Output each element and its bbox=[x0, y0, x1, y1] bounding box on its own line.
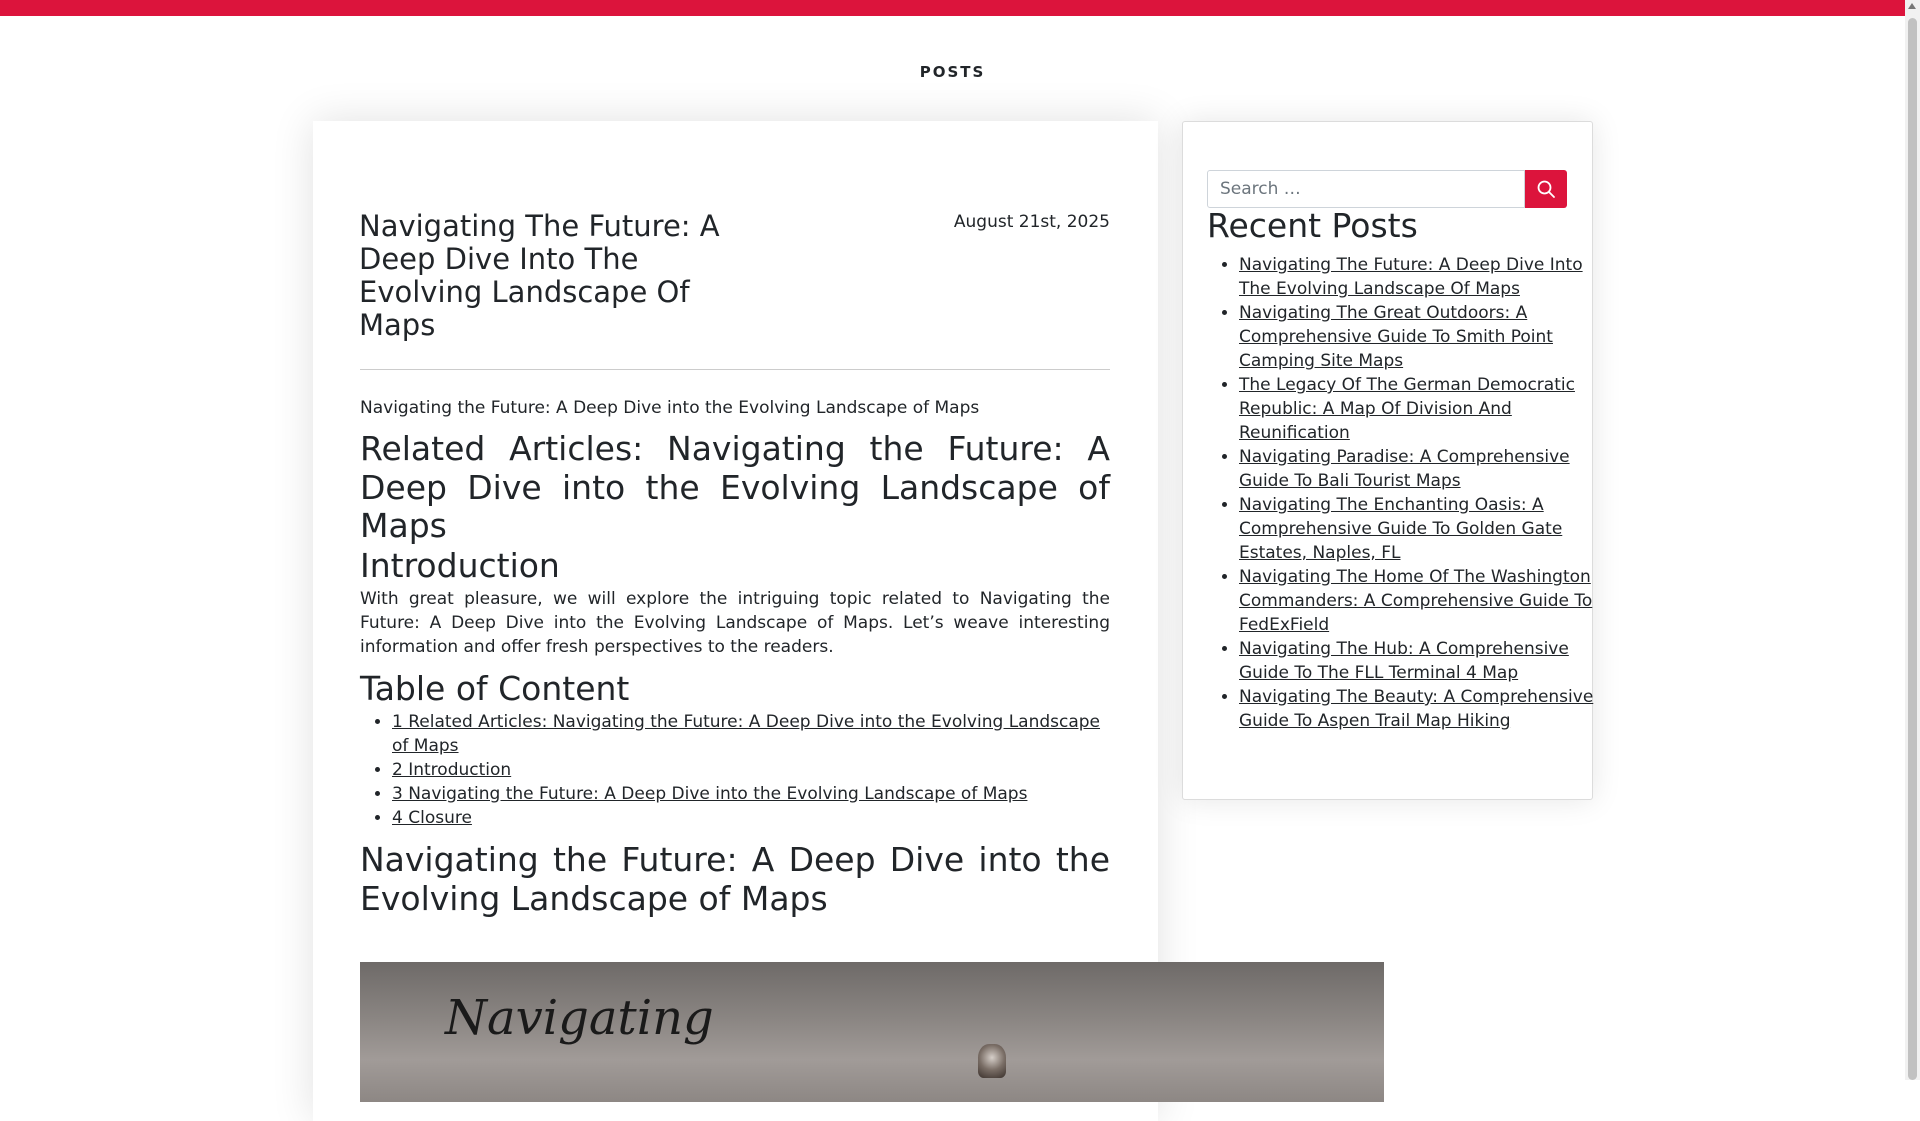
post-hero-image bbox=[360, 962, 1384, 1102]
recent-post-link[interactable]: The Legacy Of The German Democratic Republic: A Map Of Division And Reunification bbox=[1239, 375, 1575, 443]
recent-posts-list bbox=[1207, 253, 1599, 733]
compass-icon bbox=[978, 1044, 1006, 1078]
scroll-up-icon[interactable] bbox=[1908, 3, 1916, 9]
recent-post-link[interactable]: Navigating The Future: A Deep Dive Into The Evolving Landscape Of Maps bbox=[1239, 255, 1583, 299]
recent-posts-heading: Recent Posts bbox=[1207, 206, 1418, 245]
recent-post-link[interactable]: Navigating The Great Outdoors: A Comprehensive Guide To Smith Point Camping Site Maps bbox=[1239, 303, 1553, 371]
toc-list bbox=[360, 710, 1110, 830]
recent-post-item bbox=[1239, 301, 1599, 373]
recent-post-link[interactable]: Navigating The Beauty: A Comprehensive Guide To Aspen Trail Map Hiking bbox=[1239, 687, 1594, 731]
title-divider bbox=[360, 369, 1110, 370]
recent-post-link[interactable]: Navigating The Hub: A Comprehensive Guide To The FLL Terminal 4 Map bbox=[1239, 639, 1569, 683]
search-icon bbox=[1536, 179, 1556, 199]
recent-post-item bbox=[1239, 493, 1599, 565]
toc-link-navigating[interactable]: 3 Navigating the Future: A Deep Dive into the Evolving Landscape of Maps bbox=[392, 783, 1028, 804]
recent-post-item bbox=[1239, 373, 1599, 445]
top-accent-bar bbox=[0, 0, 1920, 16]
intro-line: Navigating the Future: A Deep Dive into the Evolving Landscape of Maps bbox=[360, 398, 980, 418]
introduction-heading: Introduction bbox=[360, 545, 560, 585]
recent-post-link[interactable]: Navigating The Enchanting Oasis: A Comprehensive Guide To Golden Gate Estates, Naples, FL bbox=[1239, 495, 1563, 563]
recent-post-item bbox=[1239, 685, 1599, 733]
recent-post-item bbox=[1239, 565, 1599, 637]
toc-item bbox=[392, 758, 1110, 782]
recent-post-item bbox=[1239, 253, 1599, 301]
toc-link-introduction[interactable]: 2 Introduction bbox=[392, 759, 512, 780]
nav-posts-link[interactable]: POSTS bbox=[919, 63, 986, 81]
recent-post-item bbox=[1239, 445, 1599, 493]
search-input[interactable] bbox=[1207, 170, 1525, 208]
search-button[interactable] bbox=[1525, 170, 1567, 208]
toc-link-closure[interactable]: 4 Closure bbox=[392, 807, 472, 828]
hero-image-text: Navigating bbox=[445, 990, 714, 1046]
post-content bbox=[360, 396, 1110, 918]
toc-item bbox=[392, 806, 1110, 830]
recent-post-item bbox=[1239, 637, 1599, 685]
recent-post-link[interactable]: Navigating Paradise: A Comprehensive Guide To Bali Tourist Maps bbox=[1239, 447, 1570, 491]
post-title: Navigating The Future: A Deep Dive Into The Evolving Landscape Of Maps bbox=[359, 209, 720, 342]
toc-item bbox=[392, 782, 1110, 806]
toc-heading: Table of Content bbox=[360, 668, 630, 708]
post-date: August 21st, 2025 bbox=[953, 212, 1110, 232]
recent-post-link[interactable]: Navigating The Home Of The Washington Commanders: A Comprehensive Guide To FedExField bbox=[1239, 567, 1593, 635]
scrollbar-thumb[interactable] bbox=[1908, 18, 1917, 1080]
related-articles-heading: Related Articles: Navigating the Future: A Deep Dive into the Evolving Landscape of Maps bbox=[360, 429, 1110, 545]
toc-link-related[interactable]: 1 Related Articles: Navigating the Future: A Deep Dive into the Evolving Landscape of Maps bbox=[392, 711, 1101, 756]
introduction-text: With great pleasure, we will explore the intriguing topic related to Navigating the Future: A Deep Dive into the Evolving Landscape of Maps. Let’s weave interesting information and offer fresh perspectives to the readers. bbox=[360, 588, 1110, 657]
section-heading: Navigating the Future: A Deep Dive into the Evolving Landscape of Maps bbox=[360, 839, 1110, 918]
toc-item bbox=[392, 710, 1110, 758]
